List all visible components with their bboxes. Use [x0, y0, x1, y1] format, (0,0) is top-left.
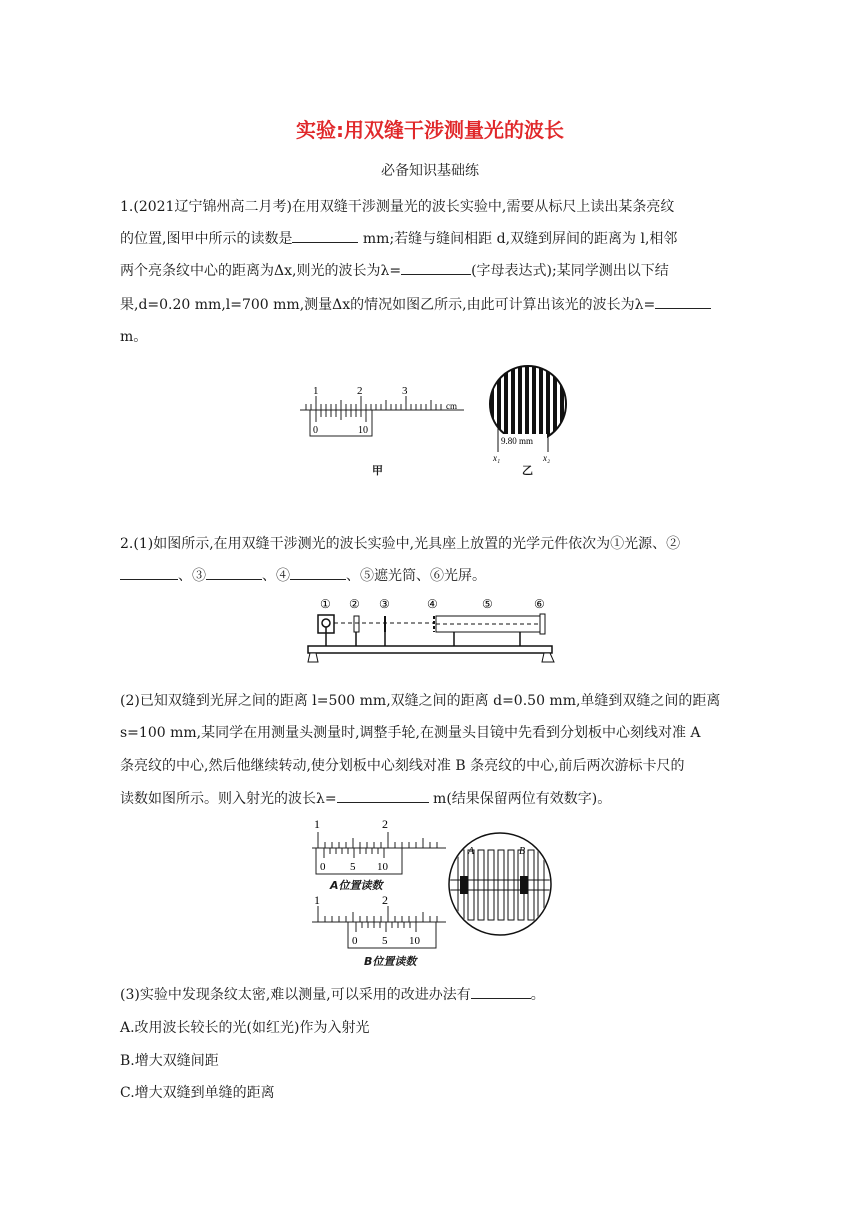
answer-blank-expression[interactable]: [401, 262, 471, 275]
q1-line-2: [120, 228, 677, 248]
optical-bench-figure: [304, 596, 560, 668]
b-vernier-label-5: 5: [382, 935, 388, 947]
page-title: 实验:用双缝干涉测量光的波长: [296, 118, 564, 142]
q2-p3-end: 。: [530, 987, 545, 1003]
q2-p2-line-2: s=100 mm,某同学在用测量头测量时,调整手轮,在测量头目镜中先看到分划板中心刻线对准 A: [120, 725, 701, 741]
a-vernier-label-10: 10: [377, 861, 388, 873]
q2-text-2a: 、③: [178, 568, 206, 584]
q2-p3-line: [120, 984, 545, 1004]
q2-p2-text-4b: m(结果保留两位有效数字)。: [428, 791, 612, 807]
bench-label-4: ④: [427, 597, 438, 611]
bench-label-2: ②: [349, 597, 360, 611]
answer-blank-reading[interactable]: [292, 230, 358, 243]
x1-label: x₁: [493, 453, 501, 463]
figure-yi-caption: 乙: [522, 464, 533, 477]
a-main-label-1: 1: [314, 817, 320, 831]
q1-line-3: [120, 260, 669, 280]
option-a[interactable]: A.改用波长较长的光(如红光)作为入射光: [120, 1020, 370, 1036]
q2-p2-line-4: [120, 788, 611, 808]
bench-label-1: ①: [320, 597, 331, 611]
a-vernier-label-5: 5: [350, 861, 356, 873]
a-vernier-label-0: 0: [320, 861, 326, 873]
q1-text-2b: mm;若缝与缝间相距 d,双缝到屏间的距离为 l,相邻: [358, 231, 678, 247]
b-vernier-label-0: 0: [352, 935, 358, 947]
b-position-caption: B位置读数: [364, 955, 417, 968]
b-vernier-label-10: 10: [409, 935, 420, 947]
fringe-a-label: A: [468, 846, 475, 857]
main-scale-label-1: 1: [313, 385, 319, 397]
answer-blank-element-2[interactable]: [120, 567, 178, 580]
b-main-label-1: 1: [314, 893, 320, 907]
figure-jia-vernier: [296, 382, 466, 442]
q1-text-4a: 果,d=0.20 mm,l=700 mm,测量Δx的情况如图乙所示,由此可计算出该光的波长为λ=: [120, 297, 656, 313]
fringe-measure-label: 9.80 mm: [501, 436, 534, 446]
q2-line-2: [120, 565, 486, 585]
q2-p2-line-3: 条亮纹的中心,然后他继续转动,使分划板中心刻线对准 B 条亮纹的中心,前后两次游标卡尺的: [120, 758, 685, 774]
figure-jia-caption: 甲: [372, 464, 383, 477]
q1-text-2a: 的位置,图甲中所示的读数是: [120, 231, 293, 247]
q1-text-3a: 两个亮条纹中心的距离为Δx,则光的波长为λ=: [120, 263, 402, 279]
x2-label: x₂: [543, 453, 551, 463]
vernier-label-10: 10: [358, 425, 368, 436]
q1-text-3b: (字母表达式);某同学测出以下结: [471, 263, 669, 279]
answer-blank-element-4[interactable]: [290, 567, 346, 580]
q2-p3-text: (3)实验中发现条纹太密,难以测量,可以采用的改进办法有: [120, 987, 471, 1003]
eyepiece-view-figure: [444, 828, 556, 940]
fringe-b-label: B: [519, 846, 526, 857]
bench-label-3: ③: [379, 597, 390, 611]
q1-line-5: m。: [120, 329, 148, 345]
ruler-unit: cm: [446, 401, 457, 411]
answer-blank-wavelength[interactable]: [655, 296, 711, 309]
q2-line-1: 2.(1)如图所示,在用双缝干涉测光的波长实验中,光具座上放置的光学元件依次为①光源、②: [120, 536, 681, 552]
q2-text-2b: 、④: [262, 568, 290, 584]
answer-blank-wavelength-2[interactable]: [337, 790, 429, 803]
answer-blank-element-3[interactable]: [206, 567, 262, 580]
vernier-label-0: 0: [313, 425, 318, 436]
section-heading: 必备知识基础练: [381, 163, 479, 179]
main-scale-label-2: 2: [357, 385, 363, 397]
a-main-label-2: 2: [382, 817, 388, 831]
q1-line-4: [120, 294, 711, 314]
q2-p2-line-1: (2)已知双缝到光屏之间的距离 l=500 mm,双缝之间的距离 d=0.50 mm,单缝到双缝之间的距离: [120, 693, 721, 709]
bench-label-5: ⑤: [482, 597, 493, 611]
q1-line-1: 1.(2021辽宁锦州高二月考)在用双缝干涉测量光的波长实验中,需要从标尺上读出某条亮纹: [120, 199, 675, 215]
q2-text-2c: 、⑤遮光筒、⑥光屏。: [346, 568, 486, 584]
q2-p2-text-4a: 读数如图所示。则入射光的波长λ=: [120, 791, 337, 807]
option-c[interactable]: C.增大双缝到单缝的距离: [120, 1085, 275, 1101]
figure-yi-fringes: [484, 362, 574, 464]
main-scale-label-3: 3: [402, 385, 408, 397]
option-b[interactable]: B.增大双缝间距: [120, 1053, 219, 1069]
a-position-caption: A位置读数: [330, 879, 383, 892]
bench-label-6: ⑥: [534, 597, 545, 611]
answer-blank-improvement[interactable]: [471, 986, 531, 999]
vernier-a-figure: [308, 814, 448, 880]
b-main-label-2: 2: [382, 893, 388, 907]
vernier-b-figure: [308, 890, 448, 954]
